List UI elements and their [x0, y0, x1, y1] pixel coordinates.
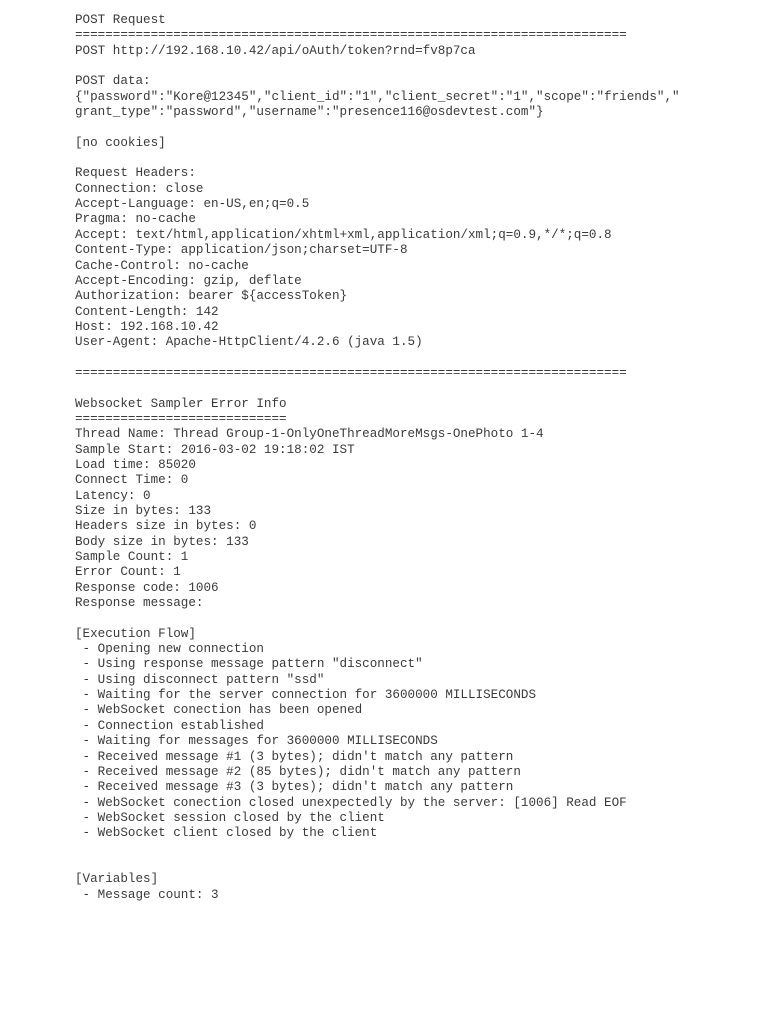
blank-line [75, 120, 755, 135]
log-line: Sample Start: 2016-03-02 19:18:02 IST [75, 442, 355, 457]
blank-line [75, 381, 755, 396]
log-line: Host: 192.168.10.42 [75, 319, 219, 334]
log-line: Response code: 1006 [75, 580, 219, 595]
log-line: Content-Type: application/json;charset=UTF-8 [75, 243, 408, 258]
blank-line [75, 151, 755, 166]
separator-line: ========================================================================= [75, 28, 627, 43]
section-header: [Execution Flow] [75, 626, 196, 641]
log-line: Connect Time: 0 [75, 473, 189, 488]
log-line: Connection: close [75, 181, 204, 196]
log-line: Cache-Control: no-cache [75, 258, 249, 273]
list-item: - WebSocket conection closed unexpectedly by the server: [1006] Read EOF [75, 795, 627, 810]
section-header: [Variables] [75, 872, 159, 887]
list-item: - Opening new connection [75, 642, 264, 657]
blank-line [75, 351, 755, 366]
log-line: Pragma: no-cache [75, 212, 196, 227]
separator-line: ============================ [75, 411, 287, 426]
log-line: Body size in bytes: 133 [75, 534, 249, 549]
log-line: Accept-Language: en-US,en;q=0.5 [75, 197, 310, 212]
list-item: - Connection established [75, 718, 264, 733]
log-line: Headers size in bytes: 0 [75, 519, 257, 534]
log-line: Content-Length: 142 [75, 304, 219, 319]
log-line: POST Request [75, 13, 166, 27]
list-item: - Received message #3 (3 bytes); didn't match any pattern [75, 780, 514, 795]
log-line: Request Headers: [75, 166, 196, 181]
log-line: Authorization: bearer ${accessToken} [75, 289, 348, 304]
log-line: Latency: 0 [75, 488, 151, 503]
log-line: User-Agent: Apache-HttpClient/4.2.6 (java 1.5) [75, 335, 423, 350]
list-item: - WebSocket client closed by the client [75, 826, 378, 841]
list-item: - Waiting for the server connection for 3600000 MILLISECONDS [75, 688, 537, 703]
log-line: Size in bytes: 133 [75, 504, 212, 518]
log-line: Sample Count: 1 [75, 550, 189, 565]
list-item: - WebSocket session closed by the client [75, 810, 385, 825]
log-line: Response message: [75, 596, 204, 611]
log-line: POST http://192.168.10.42/api/oAuth/token?rnd=fv8p7ca [75, 43, 476, 58]
list-item: - Using disconnect pattern "ssd" [75, 672, 325, 687]
blank-line [75, 59, 755, 74]
section-header: [no cookies] [75, 135, 166, 150]
list-item: - Received message #2 (85 bytes); didn't match any pattern [75, 764, 521, 779]
blank-line [75, 857, 755, 872]
blank-line [75, 611, 755, 626]
log-line: POST data: [75, 74, 151, 89]
list-item: - Received message #1 (3 bytes); didn't match any pattern [75, 749, 514, 764]
list-item: - Waiting for messages for 3600000 MILLISECONDS [75, 734, 438, 749]
log-line: Thread Name: Thread Group-1-OnlyOneThreadMoreMsgs-OnePhoto 1-4 [75, 427, 544, 442]
log-line: Error Count: 1 [75, 565, 181, 580]
log-line: Accept-Encoding: gzip, deflate [75, 273, 302, 288]
blank-line [75, 842, 755, 857]
list-item: - Using response message pattern "disconnect" [75, 657, 423, 672]
list-item: - WebSocket conection has been opened [75, 703, 363, 718]
log-line: Load time: 85020 [75, 457, 196, 472]
list-item: - Message count: 3 [75, 887, 219, 902]
log-line: Accept: text/html,application/xhtml+xml,application/xml;q=0.9,*/*;q=0.8 [75, 227, 612, 242]
log-line: Websocket Sampler Error Info [75, 396, 287, 411]
log-line: grant_type":"password","username":"presence116@osdevtest.com"} [75, 105, 544, 120]
log-document [75, 13, 755, 903]
separator-line: ========================================================================= [75, 365, 627, 380]
log-line: {"password":"Kore@12345","client_id":"1","client_secret":"1","scope":"friends"," [75, 89, 680, 104]
